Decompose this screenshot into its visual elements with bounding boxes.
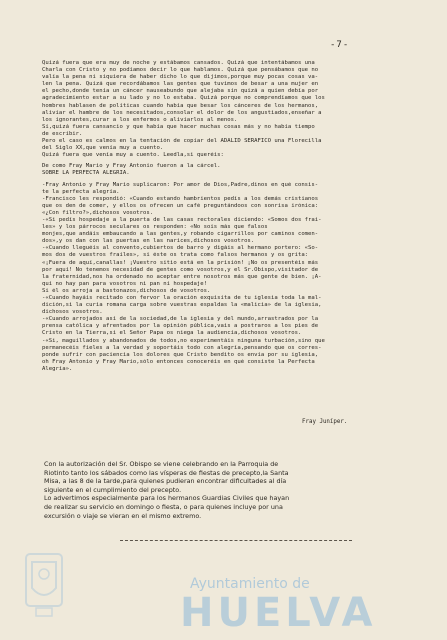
watermark-line1: Ayuntamiento de xyxy=(190,576,310,592)
text-line: hombres hablasen de políticas cuando había que besar los cánceres de los hermanos, xyxy=(42,102,319,109)
text-line: monjes,que andáis embaucando a las gentes,y robando cigarrillos por caminos comen- xyxy=(42,231,319,238)
text-line: Charla con Cristo y no podíamos decir lo que hablamos. Quizá que pensábamos que no xyxy=(42,67,319,74)
text-line: len la pena. Quizá que recordábamos las gentes que tuvimos de besar a una mujer en xyxy=(42,81,319,88)
notice-line: de realizar su servicio en domingo o fiesta, o para quienes incluye por una xyxy=(44,502,283,511)
text-line: que os den de comer, y ellos os ofrecen un café preguntándoos con sonrisa irónica: xyxy=(42,202,319,209)
text-line: «¿Con filtro?»,dichosos vosotros. xyxy=(42,209,154,216)
notice-line: Lo advertimos especialmente para los hermanos Guardias Civiles que hayan xyxy=(44,494,290,503)
text-line: Cristo en la Tierra,si el Señor Papa os niega la audiencia,dichosos vosotros. xyxy=(42,330,302,337)
text-line: -«Cuando lleguéis al convento,cubiertos de barro y digáis al hermano portero: «So- xyxy=(42,245,319,252)
text-line: aliviar el hambre de los necesitados,consolar el dolor de los angustiados,enseñar a xyxy=(42,109,322,116)
text-line: oh Fray Antonio y Fray Mario,sólo entonces conoceréis en qué consiste la Perfecta xyxy=(42,358,315,365)
text-line: «¡Fuera de aquí,canallas! ¡Vuestro sitio está en la prisión! ¡No os presentéis más xyxy=(42,259,319,266)
notice-line: excursión o viaje se vieran en el mismo extremo. xyxy=(44,511,202,520)
page-number: -7- xyxy=(330,40,350,50)
crest-watermark-icon xyxy=(22,548,66,620)
text-line: valía la pena ni siquiera de haber dicho lo que dijimos,porque muy pocas cosas va- xyxy=(42,74,319,81)
text-line: los ignorantes,curar a los enfermos o aliviarlos al menos. xyxy=(42,116,238,123)
text-line: dición,si la curia romana carga sobre vuestras espaldas la «malicia» de la iglesia, xyxy=(42,302,322,309)
text-line: quí no hay pan para vosotros ni pan ni hospedaje! xyxy=(42,280,208,287)
text-line: mos dos de vuestros frailes», si éste os trata como falsos hermanos y os grita: xyxy=(42,252,309,259)
text-line: les» y los párrocos seculares os responden: «No sois más que falsos xyxy=(42,224,268,231)
text-line: Sí,quizá fuera cansancio y que había que hacer muchas cosas más y no había tiempo xyxy=(42,123,315,130)
text-line: Pero el caso es calmos en la tentación de copiar del ADALID SERAFICO una Florecilla xyxy=(42,138,322,145)
text-line: por aquí! No tenemos necesidad de gentes como vosotros,y el Sr.Obispo,visitador de xyxy=(42,266,319,273)
text-line: dos»,y os dan con las puertas en las narices,dichosos vosotros. xyxy=(42,238,255,245)
text-line: -«Cuando hayáis recitado con fervor la oración exquisita de tu iglesia toda la mal- xyxy=(42,295,322,301)
watermark-line2: HUELVA xyxy=(180,590,377,636)
text-line: el pecho,donde tenía un cáncer nauseabundo que alejaba sin quizá a quien debía por xyxy=(42,88,319,95)
notice-block xyxy=(44,460,402,520)
dashed-divider xyxy=(120,540,352,541)
notice-line: siguiente en el cumplimiento del precepto. xyxy=(44,485,182,494)
text-line: permanecéis fieles a la verdad y soportáis todo con alegría,pensando que os corres- xyxy=(42,344,322,351)
text-line: de escribir. xyxy=(42,130,83,137)
text-line: te la perfecta alegría. xyxy=(42,188,120,195)
text-line: Quizá fuera que venía muy a cuento. Leedla,si queréis: xyxy=(42,152,224,159)
text-line: agradecimiento estar a su lado y no lo estaba. Quizá porque no comprendíamos que los xyxy=(42,95,325,102)
text-line: De como Fray Mario y Fray Antonio fueron a la cárcel. xyxy=(42,163,221,170)
text-line: ponde sufrir con paciencia los dolores que Cristo bendito os envía por su iglesia, xyxy=(42,351,319,358)
notice-line: Con la autorización del Sr. Obispo se viene celebrando en la Parroquia de xyxy=(44,460,279,468)
text-line: Si él os arroja a bastonazos,dichosos de vosotros. xyxy=(42,287,211,294)
text-line: SOBRE LA PERFECTA ALEGRIA. xyxy=(42,170,130,177)
text-line: prensa católica y afrentados por la opinión pública,vais a postraros a los pies de xyxy=(42,323,319,330)
text-line: -Francisco les respondió: «Cuando estando hambrientos pedís a los demás cristianos xyxy=(42,195,319,202)
text-line: la fraternidad,nos ha ordenado no aceptar entre nosotros más que gente de bien. ¡A- xyxy=(42,273,322,280)
signature: Fray Juníper. xyxy=(302,419,348,425)
text-line: del Siglo XX,que venía muy a cuento. xyxy=(42,145,164,152)
text-line: Alegría». xyxy=(42,365,73,372)
text-line: -Fray Antonio y Fray Mario suplicaron: Por amor de Dios,Padre,dinos en qué consis- xyxy=(42,181,319,188)
notice-line: Misa, a las 8 de la tarde,para quienes pudieran encontrar dificultades al día xyxy=(44,477,287,486)
text-line: -«Si pedís hospedaje a la puerta de las casas rectorales diciendo: «Somos dos frai- xyxy=(42,216,322,223)
text-line: dichosos vosotros. xyxy=(42,309,103,316)
text-line: -«Si, maguillados y abandonados de todos,no experimentáis ninguna turbación,sino que xyxy=(42,337,325,344)
notice-line: Riotinto tanto los sábados como las vísperas de fiestas de precepto,la Santa xyxy=(44,468,289,477)
text-line: Quizá fuera que era muy de noche y estábamos cansados. Quizá que intentábamos una xyxy=(42,60,315,66)
text-line: -«Cuando arrojados así de la sociedad,de la iglesia y del mundo,arrastrados por la xyxy=(42,316,319,323)
article-body xyxy=(42,60,412,373)
